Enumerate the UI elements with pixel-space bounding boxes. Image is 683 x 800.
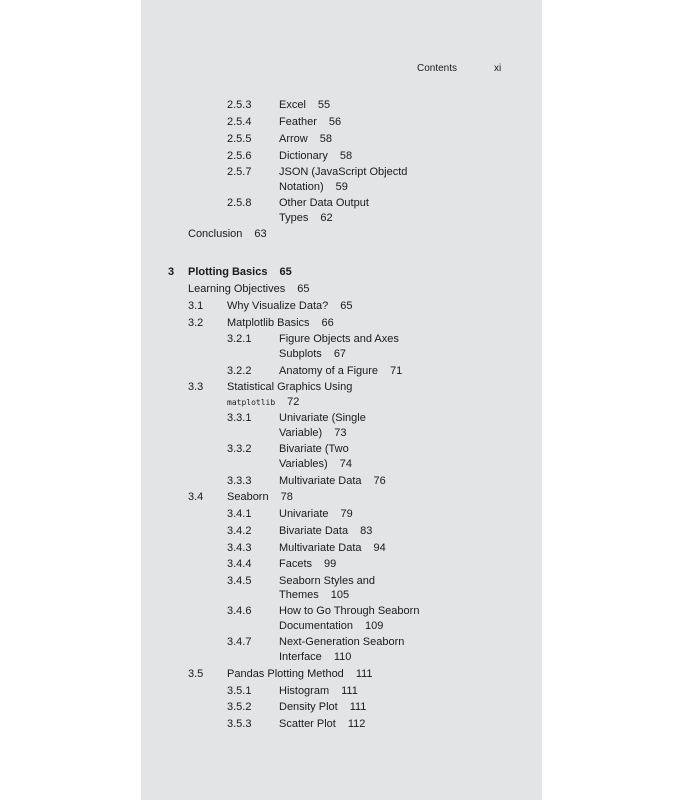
toc-number: 3.4.7 bbox=[227, 636, 252, 648]
toc-entry: Arrow 58 bbox=[279, 133, 332, 145]
toc-entry: Next-Generation Seaborn bbox=[279, 636, 405, 648]
toc-entry: Pandas Plotting Method 111 bbox=[227, 668, 373, 680]
toc-number: 3.4.2 bbox=[227, 525, 252, 537]
toc-entry: How to Go Through Seaborn bbox=[279, 605, 420, 617]
toc-entry: Multivariate Data 94 bbox=[279, 542, 386, 554]
toc-number: 3.3.1 bbox=[227, 412, 252, 424]
toc-entry-cont: matplotlib 72 bbox=[227, 396, 300, 408]
toc-number: 2.5.7 bbox=[227, 166, 252, 178]
toc-number: 3.4.3 bbox=[227, 542, 252, 554]
toc-number: 3.1 bbox=[188, 300, 204, 312]
toc-entry: Dictionary 58 bbox=[279, 150, 353, 162]
toc-entry: Matplotlib Basics 66 bbox=[227, 317, 334, 329]
book-page bbox=[141, 0, 542, 800]
toc-entry: Excel 55 bbox=[279, 99, 331, 111]
toc-number: 3.3.3 bbox=[227, 475, 252, 487]
toc-number: 3.4.6 bbox=[227, 605, 252, 617]
toc-number: 3.5.2 bbox=[227, 701, 252, 713]
toc-entry: Learning Objectives 65 bbox=[188, 283, 310, 295]
toc-entry-cont: Subplots 67 bbox=[279, 348, 347, 360]
toc-entry-cont: Notation) 59 bbox=[279, 181, 348, 193]
toc-entry: Univariate 79 bbox=[279, 508, 353, 520]
toc-entry: Feather 56 bbox=[279, 116, 342, 128]
toc-number: 3.5.3 bbox=[227, 718, 252, 730]
toc-entry-cont: Types 62 bbox=[279, 212, 333, 224]
page-number: xi bbox=[494, 63, 502, 74]
toc-number: 2.5.3 bbox=[227, 99, 252, 111]
toc-entry: Bivariate Data 83 bbox=[279, 525, 373, 537]
toc-entry: Bivariate (Two bbox=[279, 443, 349, 455]
toc-entry: Scatter Plot 112 bbox=[279, 718, 366, 730]
toc-entry-conclusion: Conclusion 63 bbox=[188, 228, 267, 240]
toc-entry-cont: Variables) 74 bbox=[279, 458, 352, 470]
toc-entry: Multivariate Data 76 bbox=[279, 475, 386, 487]
toc-entry: Histogram 111 bbox=[279, 685, 358, 697]
toc-number: 2.5.6 bbox=[227, 150, 252, 162]
toc-number: 2.5.8 bbox=[227, 197, 252, 209]
toc-number: 2.5.5 bbox=[227, 133, 252, 145]
toc-entry: JSON (JavaScript Objectd bbox=[279, 166, 408, 178]
toc-number: 3.2.2 bbox=[227, 365, 252, 377]
running-title: Contents bbox=[417, 63, 458, 74]
toc-number: 2.5.4 bbox=[227, 116, 252, 128]
toc-entry: Why Visualize Data? 65 bbox=[227, 300, 353, 312]
toc-number: 3.4 bbox=[188, 491, 204, 503]
toc-entry-cont: Themes 105 bbox=[279, 589, 350, 601]
toc-number: 3.3 bbox=[188, 381, 204, 393]
toc-number: 3.4.4 bbox=[227, 558, 252, 570]
toc-entry: Anatomy of a Figure 71 bbox=[279, 365, 403, 377]
toc-number: 3.3.2 bbox=[227, 443, 252, 455]
toc-entry: Univariate (Single bbox=[279, 412, 366, 424]
toc-entry: Facets 99 bbox=[279, 558, 337, 570]
chapter-title: Plotting Basics 65 bbox=[188, 266, 292, 278]
toc-entry: Density Plot 111 bbox=[279, 701, 367, 713]
toc-entry-cont: Interface 110 bbox=[279, 651, 352, 663]
toc-entry: Figure Objects and Axes bbox=[279, 333, 399, 345]
toc-entry: Seaborn Styles and bbox=[279, 575, 376, 587]
toc-entry: Statistical Graphics Using bbox=[227, 381, 353, 393]
toc-number: 3.4.1 bbox=[227, 508, 252, 520]
toc-number: 3.2 bbox=[188, 317, 204, 329]
toc-entry: Other Data Output bbox=[279, 197, 369, 209]
chapter-number: 3 bbox=[168, 266, 175, 278]
toc-entry-cont: Variable) 73 bbox=[279, 427, 347, 439]
toc-number: 3.2.1 bbox=[227, 333, 252, 345]
toc-number: 3.5.1 bbox=[227, 685, 252, 697]
toc-entry-cont: Documentation 109 bbox=[279, 620, 384, 632]
toc-number: 3.4.5 bbox=[227, 575, 252, 587]
toc-number: 3.5 bbox=[188, 668, 204, 680]
toc-entry: Seaborn 78 bbox=[227, 491, 293, 503]
